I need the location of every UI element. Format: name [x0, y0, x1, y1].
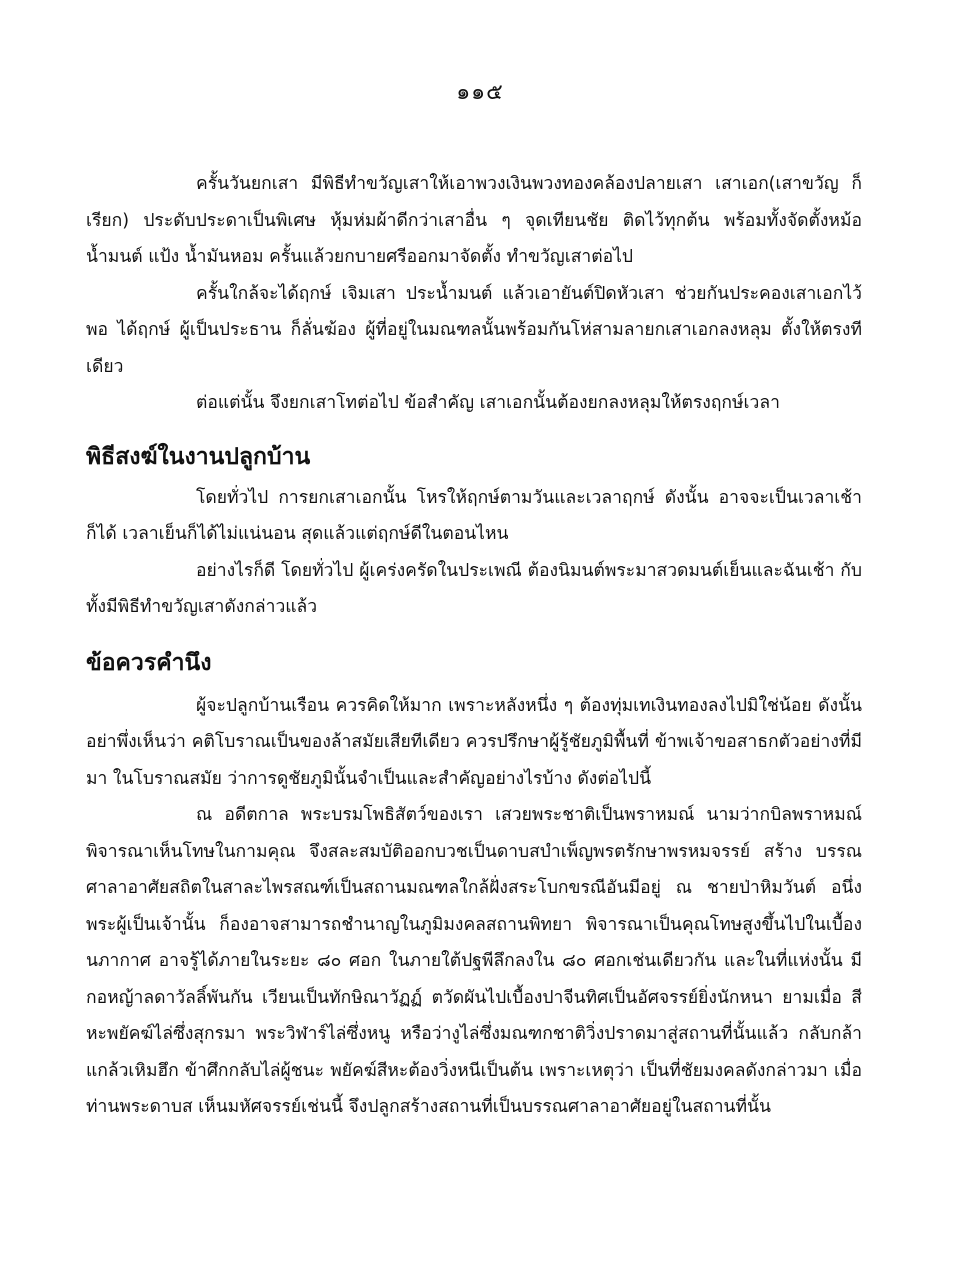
- intro-paragraph-1: ครั้นวันยกเสา มีพิธีทำขวัญเสาให้เอาพวงเงินพวงทองคล้องปลายเสา เสาเอก(เสาขวัญ ก็เรียก) ประดับประดาเป็นพิเศษ หุ้มห่มผ้าดีกว่าเสาอื่น ๆ จุดเทียนชัย ติดไว้ทุกต้น พร้อมทั้งจัดตั้งหม้อน้ำมนต์ แป้ง น้ำมันหอม ครั้นแล้วยกบายศรีออกมาจัดตั้ง ทำขวัญเสาต่อไป: [86, 174, 862, 267]
- intro-paragraph-2: ครั้นใกล้จะได้ฤกษ์ เจิมเสา ประน้ำมนต์ แล้วเอายันต์ปิดหัวเสา ช่วยกันประคองเสาเอกไว้ พอ ได้ฤกษ์ ผู้เป็นประธาน ก็ลั่นฆ้อง ผู้ที่อยู่ในมณฑลนั้นพร้อมกันโห่สามลายกเสาเอกลงหลุม ตั้งให้ตรงทีเดียว: [86, 283, 862, 377]
- section1-paragraph-1: โดยทั่วไป การยกเสาเอกนั้น โหรให้ฤกษ์ตามวันและเวลาฤกษ์ ดังนั้น อาจจะเป็นเวลาเช้าก็ได้ เวลาเย็นก็ได้ไม่แน่นอน สุดแล้วแต่ฤกษ์ดีในตอนไหน: [86, 487, 862, 544]
- section-heading-monk-ceremony: พิธีสงฆ์ในงานปลูกบ้าน: [86, 443, 311, 470]
- intro-paragraph-3: ต่อแต่นั้น จึงยกเสาโทต่อไป ข้อสำคัญ เสาเอกนั้นต้องยกลงหลุมให้ตรงฤกษ์เวลา: [196, 393, 780, 413]
- page-body: [86, 166, 862, 1126]
- page-number: ๑๑๕: [456, 80, 504, 105]
- section2-paragraph-2: ณ อดีตกาล พระบรมโพธิสัตว์ของเรา เสวยพระชาติเป็นพราหมณ์ นามว่ากบิลพราหมณ์ พิจารณาเห็นโทษในกามคุณ จึงสละสมบัติออกบวชเป็นดาบสบำเพ็ญพรตรักษาพรหมจรรย์ สร้าง บรรณศาลาอาศัยสถิตในสาละไพรสณฑ์เป็นสถานมณฑลใกล้ฝั่งสระโบกขรณีอันมีอยู่ ณ ชายป่าหิมวันต์ อนึ่งพระผู้เป็นเจ้านั้น ก็องอาจสามารถชำนาญในภูมิมงคลสถานพิทยา พิจารณาเป็นคุณโทษสูงขึ้นไปในเบื้อง นภากาศ อาจรู้ได้ภายในระยะ ๘๐ ศอก ในภายใต้ปฐพีลึกลงใน ๘๐ ศอกเช่นเดียวกัน และในที่แห่งนั้น มีกอหญ้าลดาวัลลิ์พันกัน เวียนเป็นทักษิณาวัฏฏ์ ตวัดผันไปเบื้องปาจีนทิศเป็นอัศจรรย์ยิ่งนักหนา ยามเมื่อ สีหะพยัคฆ์ไล่ซึ่งสุกรมา พระวิฬาร์ไล่ซึ่งหนู หรือว่างูไล่ซึ่งมณฑกชาติวิ่งปราดมาสู่สถานที่นั้นแล้ว กลับกล้า แกล้วเหิมฮึก ข้าศึกกลับไล่ผู้ชนะ พยัคฆ์สีหะต้องวิ่งหนีเป็นต้น เพราะเหตุว่า เป็นที่ชัยมงคลดังกล่าวมา เมื่อท่านพระดาบส เห็นมหัศจรรย์เช่นนี้ จึงปลูกสร้างสถานที่เป็นบรรณศาลาอาศัยอยู่ในสถานที่นั้น: [86, 805, 862, 1117]
- section1-paragraph-2: อย่างไรก็ดี โดยทั่วไป ผู้เคร่งครัดในประเพณี ต้องนิมนต์พระมาสวดมนต์เย็นและฉันเช้า กับ ทั้งมีพิธีทำขวัญเสาดังกล่าวแล้ว: [86, 560, 862, 617]
- section-heading-considerations: ข้อควรคำนึง: [86, 649, 212, 676]
- section2-paragraph-1: ผู้จะปลูกบ้านเรือน ควรคิดให้มาก เพราะหลังหนึ่ง ๆ ต้องทุ่มเทเงินทองลงไปมิใช่น้อย ดังนั้น อย่าพึ่งเห็นว่า คติโบราณเป็นของล้าสมัยเสียทีเดียว ควรปรึกษาผู้รู้ชัยภูมิพื้นที่ ข้าพเจ้าขอสาธกตัวอย่างที่มีมา ในโบราณสมัย ว่าการดูชัยภูมินั้นจำเป็นและสำคัญอย่างไรบ้าง ดังต่อไปนี้: [86, 695, 862, 789]
